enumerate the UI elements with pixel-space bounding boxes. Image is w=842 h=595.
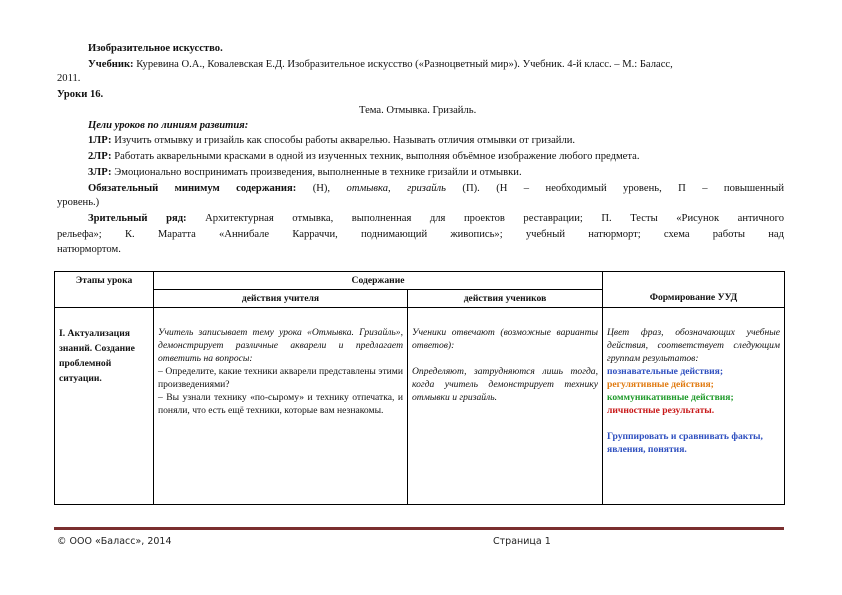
minimum-text-2: (П). (Н – необходимый уровень, П – повышенный [462,183,785,194]
lesson-table [54,271,785,505]
teacher-question-2: – Вы узнали технику «по-сырому» и технику отпечатка, и поняли, что есть ещё техники, которые вам незнакомы. [158,392,403,416]
visual-label: Зрительный ряд: [88,213,187,224]
teacher-question-1: – Определите, какие техники акварели представлены этими произведениями? [158,366,403,390]
minimum-text-1: (Н), [312,183,331,194]
uud-communicative: коммуникативные действия; [607,392,734,403]
goal-2 [88,150,639,164]
goals-title: Цели уроков по линиям развития: [88,120,249,131]
header-content: Содержание [154,272,603,290]
goal-1 [88,134,575,148]
visual-line-1 [88,212,784,226]
minimum-line-end: уровень.) [57,197,100,208]
textbook-year: 2011. [57,73,81,84]
students-answer-2: Определяют, затрудняются лишь тогда, когда учитель демонстрирует технику отмывки и гризайль. [412,366,598,403]
students-cell [408,308,603,505]
goal-3 [88,166,522,180]
footer-page-number: Страница 1 [493,536,551,547]
subject-heading: Изобразительное искусство. [88,43,223,54]
stage-text: I. Актуализация знаний. Создание проблемной ситуации. [59,328,135,384]
header-stages: Этапы урока [55,272,154,308]
textbook-text: Куревина О.А., Ковалевская Е.Д. Изобразительное искусство («Разноцветный мир»). Учебник. 4-й класс. – М.: Баласс, [136,59,673,70]
uud-personal: личностные результаты. [607,405,715,416]
lessons-label: Уроки 16. [57,89,104,100]
uud-intro: Цвет фраз, обозначающих учебные действия, соответствует следующим группам результатов: [607,327,780,364]
teacher-cell [154,308,408,505]
visual-text-1: Архитектурная отмывка, выполненная для проектов реставрации; П. Тесты «Рисунок античного [205,213,784,224]
minimum-term-2: гризайль [407,183,446,194]
teacher-intro: Учитель записывает тему урока «Отмывка. Гризайль», демонстрирует различные акварели и предлагает ответить на вопросы: [158,327,403,364]
uud-cell [603,308,785,505]
textbook-line [88,58,673,72]
header-uud: Формирование УУД [603,272,785,308]
goal-2-text: Работать акварельными красками в одной из изученных техник, выполняя объёмное изображение любого предмета. [114,151,640,162]
goal-3-label: 3ЛР: [88,167,112,178]
header-teacher: действия учителя [154,290,408,308]
goal-3-text: Эмоционально воспринимать произведения, выполненные в технике гризайли и отмывки. [114,167,522,178]
uud-action: Группировать и сравнивать факты, явления, понятия. [607,431,763,455]
uud-regulatory: регулятивные действия; [607,379,714,390]
minimum-label: Обязательный минимум содержания: [88,183,297,194]
stage-cell [55,308,154,505]
footer-divider [54,527,784,530]
visual-line-3: натюрмортом. [57,244,121,255]
minimum-line [88,182,784,196]
visual-line-2: рельефа»; К. Маратта «Аннибале Карраччи, поднимающий живопись»; учебный натюрморт; схема работы над [57,229,784,240]
goal-1-text: Изучить отмывку и гризайль как способы работы акварелью. Называть отличия отмывки от гризайли. [114,135,576,146]
uud-cognitive: познавательные действия; [607,366,724,377]
uud-spacer [607,417,780,430]
footer-copyright: © ООО «Баласс», 2014 [57,536,172,547]
minimum-term-1: отмывка, [346,183,391,194]
topic-heading: Тема. Отмывка. Гризайль. [359,105,477,116]
students-spacer [412,352,598,365]
header-students: действия учеников [408,290,603,308]
goal-2-label: 2ЛР: [88,151,112,162]
students-answer-1: Ученики отвечают (возможные варианты ответов): [412,327,598,351]
goal-1-label: 1ЛР: [88,135,112,146]
textbook-label: Учебник: [88,59,134,70]
